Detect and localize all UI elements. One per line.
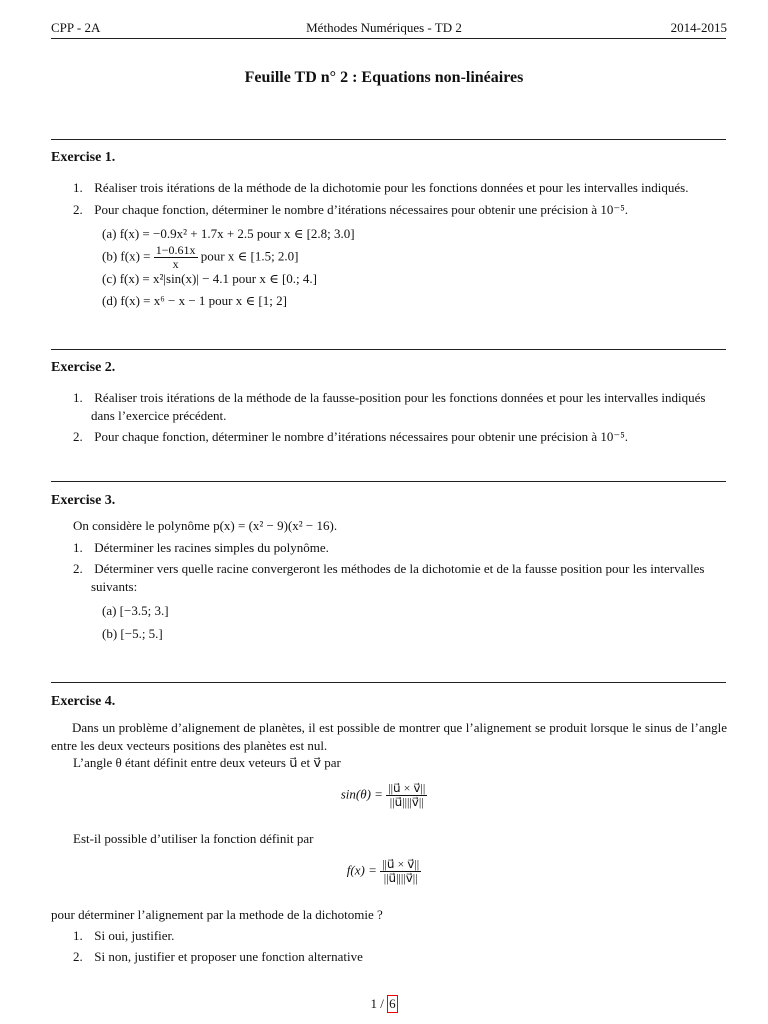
list-item [73,928,174,944]
item-text: Si oui, justifier. [94,928,175,943]
section-rule [51,481,726,482]
equation [0,782,768,809]
item-number: 2. [73,561,83,576]
fraction [386,782,427,809]
item-text: Si non, justifier et proposer une fonction alternative [94,949,363,964]
item-text: Pour chaque fonction, déterminer le nombre d’itérations nécessaires pour obtenir une précision à 10⁻⁵. [94,429,628,444]
sub-post: pour x ∈ [1.5; 2.0] [197,248,299,264]
exercise-3-title: Exercise 3. [51,493,116,508]
sub-label: (c) [102,271,117,286]
sub-label: (b) [102,248,118,264]
sub-item [102,226,355,242]
list-item [73,540,329,556]
sub-label: (d) [102,293,118,308]
page-title: Feuille TD n° 2 : Equations non-linéaires [244,69,524,86]
item-text: Pour chaque fonction, déterminer le nombre d’itérations nécessaires pour obtenir une précision à 10⁻⁵. [94,202,628,217]
header-right: 2014-2015 [670,20,727,35]
page-footer [0,995,768,1013]
exercise-4-title: Exercise 4. [51,694,116,709]
list-item [73,429,628,445]
sub-item [102,244,299,271]
list-item [73,561,704,577]
list-item [73,202,628,218]
fraction-den: ||u⃗||||v⃗|| [389,795,424,809]
item-number: 2. [73,949,83,964]
header-rule [51,38,726,39]
paragraph: Est-il possible d’utiliser la fonction définit par [73,831,314,846]
item-number: 1. [73,180,83,195]
item-number: 1. [73,928,83,943]
equation-lhs: f(x) = [346,862,381,878]
section-rule [51,682,726,683]
item-number: 2. [73,202,83,217]
item-number: 2. [73,429,83,444]
sub-item [102,271,317,287]
sub-label: (a) [102,226,117,241]
list-item [73,949,363,965]
list-item [73,390,705,406]
sub-item: (b) [−5.; 5.] [102,626,163,641]
fraction-den: x [172,257,179,271]
page-number: 1 / [370,996,384,1011]
header-center: Méthodes Numériques - TD 2 [306,20,462,35]
item-number: 1. [73,540,83,555]
exercise-2-title: Exercise 2. [51,360,116,375]
sub-pre: f(x) = [120,248,154,264]
item-text: Déterminer les racines simples du polynôme. [94,540,329,555]
item-continuation: dans l’exercice précédent. [91,408,227,423]
fraction-num: 1−0.61x [155,243,196,257]
exercise-1-title: Exercise 1. [51,150,116,165]
equation [0,858,768,885]
sub-item: (a) [−3.5; 3.] [102,603,169,618]
item-text: Déterminer vers quelle racine convergeront les méthodes de la dichotomie et de la fausse position pour les intervalles [94,561,705,576]
fraction-num: ||u⃗ × v⃗|| [382,857,420,871]
intro-text: On considère le polynôme p(x) = (x² − 9)(x² − 16). [73,518,338,533]
item-number: 1. [73,390,83,405]
header-left: CPP - 2A [51,20,101,35]
fraction-num: ||u⃗ × v⃗|| [388,781,426,795]
fraction [380,858,421,885]
total-pages-link[interactable]: 6 [389,996,396,1011]
paragraph: pour déterminer l’alignement par la methode de la dichotomie ? [51,907,383,922]
fraction [154,244,198,271]
section-rule [51,349,726,350]
item-text: Réaliser trois itérations de la méthode de la dichotomie pour les fonctions données et pour les intervalles indiqués. [94,180,689,195]
equation-lhs: sin(θ) = [340,786,387,802]
paragraph: Dans un problème d’alignement de planètes, il est possible de montrer que l’alignement se produit lorsque le sinus de l’angle entre les deux vecteurs positions des planètes est nul. [51,720,727,753]
sub-text: f(x) = x⁶ − x − 1 pour x ∈ [1; 2] [120,293,287,308]
list-item [73,180,689,196]
paragraph: L’angle θ étant définit entre deux veteurs u⃗ et v⃗ par [73,755,341,770]
section-rule [51,139,726,140]
item-continuation: suivants: [91,579,138,594]
fraction-den: ||u⃗||||v⃗|| [383,871,418,885]
sub-text: f(x) = −0.9x² + 1.7x + 2.5 pour x ∈ [2.8; 3.0] [119,226,355,241]
sub-item [102,293,287,309]
item-text: Réaliser trois itérations de la méthode de la fausse-position pour les fonctions données et pour les intervalles indiqués [94,390,706,405]
sub-text: f(x) = x²|sin(x)| − 4.1 pour x ∈ [0.; 4.] [119,271,317,286]
